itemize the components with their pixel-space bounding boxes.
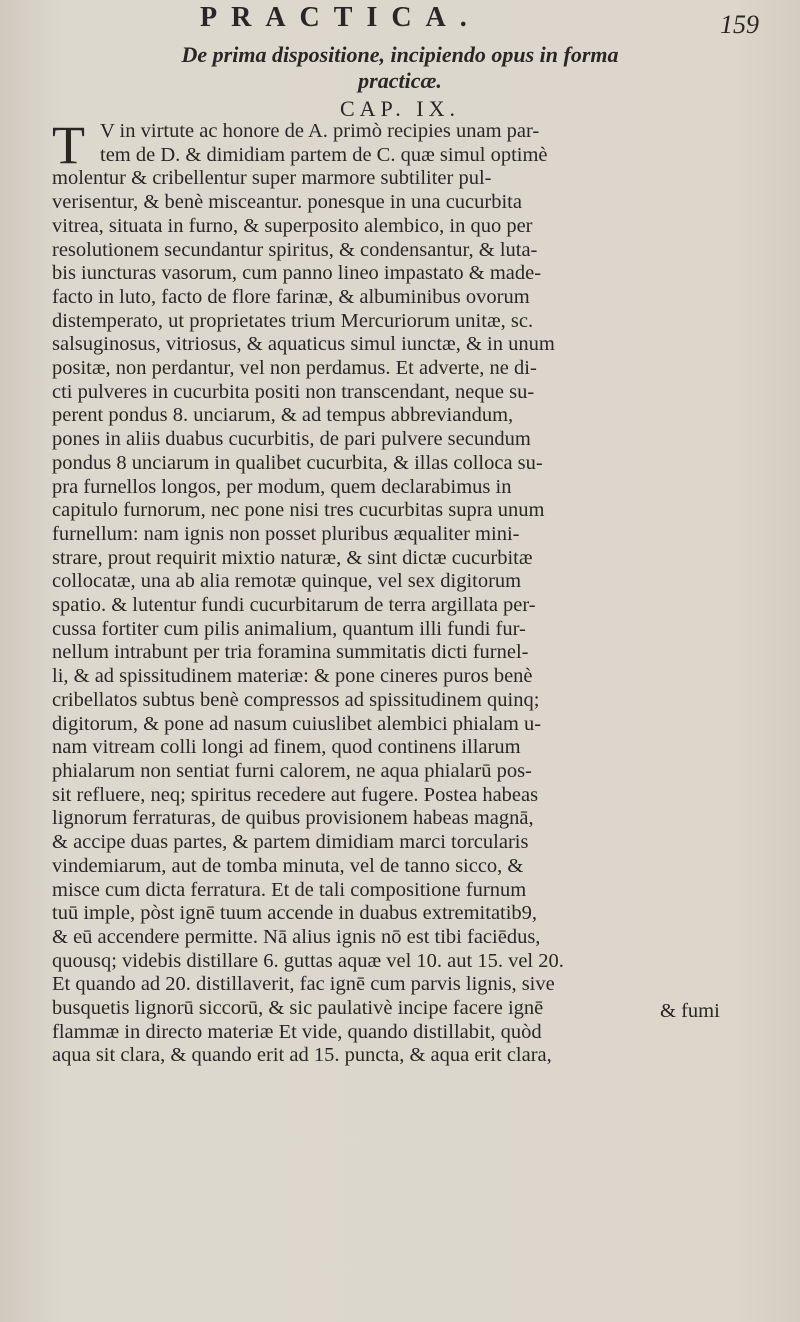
text-line: capitulo furnorum, nec pone nisi tres cucurbitas supra unum — [52, 499, 545, 522]
text-line: strare, prout requirit mixtio naturæ, & sint dictæ cucurbitæ — [52, 546, 533, 569]
text-line: tuū imple, pòst ignē tuum accende in duabus extremitatib9, — [52, 902, 538, 925]
text-line: cti pulveres in cucurbita positi non transcendant, neque su- — [52, 380, 535, 403]
text-line: furnellum: nam ignis non posset pluribus æqualiter mini- — [52, 522, 520, 545]
body-text — [52, 115, 772, 1068]
text-line: vindemiarum, aut de tomba minuta, vel de tanno sicco, & — [52, 854, 524, 877]
text-line: tem de D. & dimidiam partem de C. quæ simul optimè — [100, 143, 548, 166]
text-line: lignorum ferraturas, de quibus provisionem habeas magnā, — [52, 807, 534, 830]
text-line: verisentur, & benè misceantur. ponesque in una cucurbita — [52, 191, 522, 214]
drop-cap: T — [52, 115, 85, 175]
text-line: li, & ad spissitudinem materiæ: & pone cineres puros benè — [52, 665, 533, 688]
text-line: positæ, non perdantur, vel non perdamus. Et adverte, ne di- — [52, 357, 537, 380]
page-number: 159 — [720, 10, 759, 39]
page-header — [0, 0, 800, 40]
running-head: PRACTICA. — [200, 2, 481, 33]
text-line: perent pondus 8. unciarum, & ad tempus abbreviandum, — [52, 404, 514, 427]
text-line: pondus 8 unciarum in qualibet cucurbita, & illas colloca su- — [52, 451, 543, 474]
text-line: bis iuncturas vasorum, cum panno lineo impastato & made- — [52, 262, 542, 285]
text-line: & accipe duas partes, & partem dimidiam marci torcularis — [52, 831, 529, 854]
text-line: molentur & cribellentur super marmore subtiliter pul- — [52, 167, 492, 190]
section-title-line-1: De prima dispositione, incipiendo opus in forma — [181, 42, 619, 67]
text-line: salsuginosus, vitriosus, & aquaticus simul iunctæ, & in unum — [52, 333, 555, 356]
text-line: collocatæ, una ab alia remotæ quinque, vel sex digitorum — [52, 570, 522, 593]
text-line: sit refluere, neq; spiritus recedere aut fugere. Postea habeas — [52, 783, 539, 806]
text-line: cribellatos subtus benè compressos ad spissitudinem quinq; — [52, 688, 540, 711]
text-line: pra furnellos longos, per modum, quem declarabimus in — [52, 475, 512, 498]
text-line: flammæ in directo materiæ Et vide, quando distillabit, quòd — [52, 1020, 542, 1043]
text-line: phialarum non sentiat furni calorem, ne aqua phialarū pos- — [52, 759, 532, 782]
catchword: & fumi — [660, 1000, 720, 1022]
chapter-heading: CAP. IX. — [339, 96, 461, 121]
text-line: cussa fortiter cum pilis animalium, quantum illi fundi fur- — [52, 617, 526, 640]
text-line: quousq; videbis distillare 6. guttas aquæ vel 10. aut 15. vel 20. — [52, 949, 564, 972]
text-line: busquetis lignorū siccorū, & sic paulativè incipe facere ignē — [52, 997, 544, 1020]
section-title — [90, 42, 710, 94]
text-line: aqua sit clara, & quando erit ad 15. puncta, & aqua erit clara, — [52, 1044, 552, 1067]
text-line: V in virtute ac honore de A. primò recipies unam par- — [100, 120, 540, 142]
text-line: digitorum, & pone ad nasum cuiuslibet alembici phialam u- — [52, 712, 542, 735]
section-title-line-2: practicæ. — [358, 68, 442, 93]
text-line: facto in luto, facto de flore farinæ, & albuminibus ovorum — [52, 285, 530, 308]
text-line: Et quando ad 20. distillaverit, fac ignē cum parvis lignis, sive — [52, 973, 555, 996]
text-line: distemperato, ut proprietates trium Mercuriorum unitæ, sc. — [52, 309, 534, 332]
text-line: nellum intrabunt per tria foramina summitatis dicti furnel- — [52, 641, 529, 664]
text-line: vitrea, situata in furno, & superposito alembico, in quo per — [52, 214, 533, 237]
text-line: nam vitream colli longi ad finem, quod continens illarum — [52, 736, 521, 759]
text-line: spatio. & lutentur fundi cucurbitarum de terra argillata per- — [52, 594, 536, 617]
text-line: pones in aliis duabus cucurbitis, de pari pulvere secundum — [52, 428, 531, 451]
text-line: & eū accendere permitte. Nā alius ignis nō est tibi faciēdus, — [52, 925, 541, 948]
text-line: misce cum dicta ferratura. Et de tali compositione furnum — [52, 878, 527, 901]
text-line: resolutionem secundantur spiritus, & condensantur, & luta- — [52, 238, 538, 261]
